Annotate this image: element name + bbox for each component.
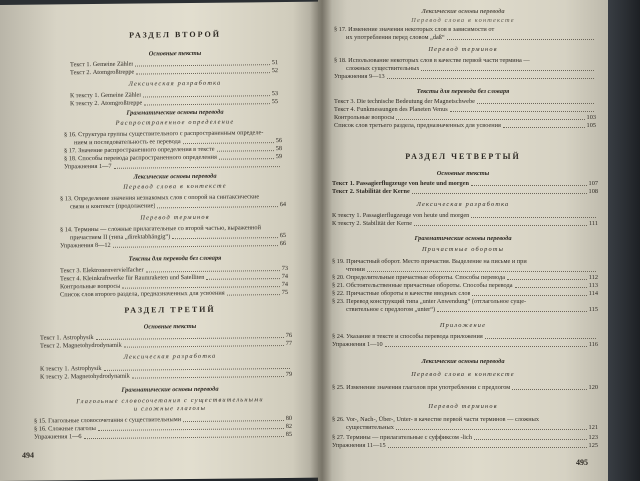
toc-item[interactable]: Текст 1. Astrophysik 76 [40, 331, 292, 342]
toc-item[interactable]: Текст 2. Stabilität der Kerne 108 [332, 188, 598, 195]
toc-item[interactable]: Упражнения 1—6 85 [34, 430, 292, 441]
toc-item[interactable]: § 15. Глагольные словосочетания с существительными 80 [34, 414, 292, 425]
page-number-right: 495 [576, 458, 588, 467]
toc-item[interactable]: причастием II (типа „direktabhängig“) 65 [70, 232, 286, 242]
toc-item[interactable]: Упражнения 9—13 [334, 73, 596, 81]
toc-item[interactable]: их употребления перед словом „daß“ [346, 34, 596, 42]
toc-item-text[interactable]: § 14. Термины — сложные прилагательные со второй частью, выраженной [60, 224, 261, 234]
toc-item[interactable]: сложных существительных [346, 65, 596, 73]
toc-item[interactable]: Упражнения 11—15 125 [332, 442, 598, 449]
toc-item[interactable]: § 25. Изменение значения глаголов при употреблении с предлогом 120 [332, 384, 598, 391]
heading-word-in-context: Перевод слова в контексте [411, 371, 515, 378]
heading-grammar: Грамматические основы перевода [126, 108, 224, 117]
toc-item[interactable]: К тексту 1. Gemeine Zähler 53 [70, 90, 278, 100]
page-number-left: 494 [22, 450, 34, 460]
heading-basic-texts: Основные тексты [148, 49, 202, 58]
heading-terms: Перевод терминов [140, 213, 210, 222]
toc-item[interactable]: § 22. Причастные обороты в качестве вводных слов 114 [332, 290, 598, 297]
toc-item[interactable]: Текст 4. Kleinkraftwerke für Raumraketen und Satelliten 74 [60, 272, 288, 283]
toc-item[interactable]: Текст 1. Gemeine Zähler 51 [70, 59, 278, 69]
toc-item[interactable]: § 24. Указание в тексте и способы перевода приложения [332, 333, 598, 341]
toc-item[interactable]: Текст 3. Die technische Bedeutung der Magnetschwebe [334, 98, 596, 106]
heading-lexical-basics: Лексические основы перевода [421, 8, 505, 15]
toc-item-text[interactable]: § 13. Определение значения незнакомых слов с опорой на синтаксические [60, 193, 260, 203]
toc-item[interactable]: Упражнения 8—12 66 [60, 240, 286, 250]
heading-apposition: Приложение [439, 322, 487, 329]
toc-item[interactable]: Упражнения 1—7 [64, 161, 282, 171]
toc-item[interactable]: § 21. Обстоятельственные причастные обороты. Способы перевода 113 [332, 282, 598, 289]
toc-item[interactable]: Текст 2. Atomgroßtreppe 52 [70, 67, 278, 77]
toc-item[interactable]: чтении [346, 266, 598, 274]
toc-item[interactable]: § 20. Определительные причастные обороты. Способы перевода 112 [332, 274, 598, 281]
toc-item-text[interactable]: § 18. Использование некоторых слов в качестве первой части термина — [334, 57, 530, 64]
heading-distributed-definition: Распространенное определение [115, 118, 235, 127]
heading-no-dictionary: Тексты для перевода без словаря [416, 88, 510, 95]
section-title-part-four: РАЗДЕЛ ЧЕТВЕРТЫЙ [405, 152, 521, 161]
heading-grammar: Грамматические основы перевода [121, 385, 219, 394]
toc-item[interactable]: К тексту 1. Passagierflugzeuge von heute und morgen [332, 212, 598, 220]
toc-item[interactable]: нием и последовательность ее перевода 56 [74, 137, 282, 147]
toc-item[interactable]: Контрольные вопросы 74 [60, 280, 288, 291]
toc-item[interactable]: § 17. Значение распространенного определения в тексте 58 [64, 145, 282, 155]
heading-lexical: Лексическая разработка [123, 352, 217, 361]
section-title-part-three: РАЗДЕЛ ТРЕТИЙ [124, 304, 216, 315]
toc-item-text[interactable]: § 19. Причастный оборот. Место причастия. Выделение на письме и при [332, 258, 527, 265]
toc-item-text[interactable]: § 17. Изменение значения некоторых слов в зависимости от [334, 26, 495, 33]
toc-item[interactable]: Текст 3. Elektronenvervielfacher 73 [60, 264, 288, 275]
toc-item[interactable]: К тексту 2. Stabilität der Kerne 111 [332, 220, 598, 227]
heading-grammar: Грамматические основы перевода [414, 235, 512, 242]
heading-compound-verbs: и сложные глаголы [133, 404, 207, 413]
toc-item-text[interactable]: § 26. Vor-, Nach-, Über-, Unter- в качестве первой части терминов — сложных [332, 416, 540, 423]
toc-item[interactable]: ствительное с предлогом „unter“) 115 [346, 306, 598, 313]
toc-item[interactable]: Текст 4. Funkmessungen des Planeten Venus [334, 106, 596, 114]
toc-item-text[interactable]: § 16. Структура группы существительного с распространенным определе- [64, 129, 264, 139]
toc-item[interactable]: К тексту 1. Astrophysik [40, 363, 292, 374]
heading-lexical: Лексическая разработка [416, 201, 510, 208]
right-page [318, 0, 608, 481]
toc-item[interactable]: Список слов второго раздела, предназначенных для усвоения 75 [60, 288, 288, 299]
heading-word-in-context: Перевод слова в контексте [123, 182, 227, 191]
heading-terms: Перевод терминов [428, 403, 498, 410]
toc-item[interactable]: § 27. Термины — прилагательные с суффиксом -lich 123 [332, 434, 598, 441]
heading-lexical-basics: Лексические основы перевода [421, 358, 505, 365]
heading-basic-texts: Основные тексты [143, 322, 197, 331]
toc-item[interactable]: Контрольные вопросы 103 [334, 114, 596, 121]
heading-basic-texts: Основные тексты [436, 170, 490, 177]
heading-verb-combinations: Глагольные словосочетания с существительными [76, 396, 264, 406]
section-title-part-two: РАЗДЕЛ ВТОРОЙ [129, 29, 221, 40]
heading-lexical: Лексическая разработка [128, 79, 222, 88]
toc-item[interactable]: Список слов третьего раздела, предназначенных для усвоения 105 [334, 122, 596, 129]
book-gutter [310, 0, 332, 481]
toc-item-text[interactable]: § 23. Перевод конструкций типа „unter Anwendung“ (отглагольное суще- [332, 298, 527, 305]
toc-item[interactable]: связи и контекст (продолжение) 64 [70, 201, 286, 211]
left-page [0, 2, 318, 481]
book-cover-edge [605, 0, 640, 481]
heading-lexical-basics: Лексические основы перевода [133, 172, 217, 181]
heading-participle-phrases: Причастные обороты [421, 246, 505, 253]
toc-item[interactable]: § 16. Сложные глаголы 82 [34, 422, 292, 433]
toc-item[interactable]: § 18. Способы перевода распространенного определения 59 [64, 153, 282, 163]
toc-item[interactable]: К тексту 2. Magnetohydrodynamik 79 [40, 370, 292, 381]
heading-no-dictionary: Тексты для перевода без словаря [128, 254, 222, 263]
toc-item[interactable]: К тексту 2. Atomgroßtreppe 55 [70, 98, 278, 108]
toc-item[interactable]: Текст 1. Passagierflugzeuge von heute und morgen 107 [332, 180, 598, 187]
toc-item[interactable]: существительных 121 [346, 424, 598, 431]
toc-item[interactable]: Текст 2. Magnetohydrodynamik 77 [40, 339, 292, 350]
toc-item[interactable]: Упражнения 1—10 116 [332, 341, 598, 348]
heading-terms: Перевод терминов [428, 46, 498, 53]
heading-word-in-context: Перевод слова в контексте [411, 17, 515, 24]
